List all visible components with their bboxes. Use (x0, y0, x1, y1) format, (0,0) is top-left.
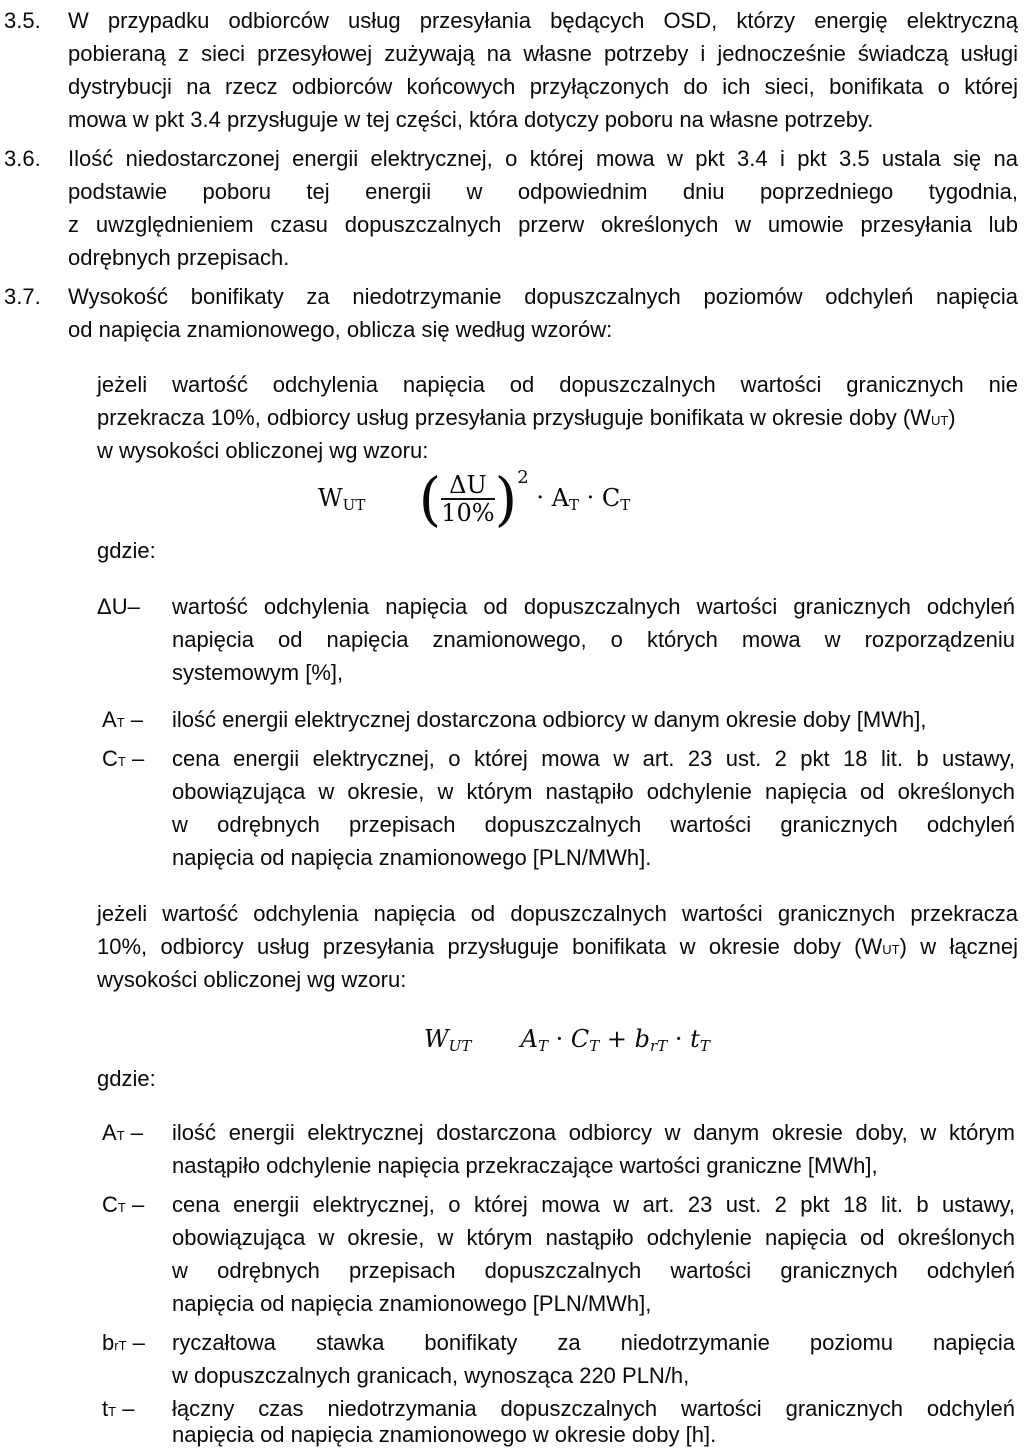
def-2-1-line-1: ilość energii elektrycznej dostarczona odbiorcy w danym okresie doby, w którym (172, 1120, 1015, 1145)
def-2-1-symbol: AT – (102, 1120, 143, 1145)
def-2-3-line-2: w dopuszczalnych granicach, wynosząca 220 PLN/h, (172, 1363, 690, 1388)
def-2-2-line-2: obowiązująca w okresie, w którym nastąpiło odchylenie napięcia od określonych (172, 1225, 1015, 1250)
formula-1: $W_{UT}$ ( $\frac{\Delta U}{10\%}$ )$^2 \cdot A_T \cdot C_T$ (318, 465, 631, 533)
def-1-2-line-1: ilość energii elektrycznej dostarczona odbiorcy w danym okresie doby [MWh], (172, 707, 927, 732)
def-2-3-line-1: ryczałtowa stawka bonifikaty za niedotrzymanie poziomu napięcia (172, 1330, 1015, 1355)
def-1-3-line-2: obowiązująca w okresie, w którym nastąpiło odchylenie napięcia od określonych (172, 779, 1015, 804)
section-3-5-line-3: dystrybucji na rzecz odbiorców końcowych przyłączonych do ich sieci, bonifikata o której (68, 74, 1018, 99)
section-3-6-line-1: Ilość niedostarczonej energii elektrycznej, o której mowa w pkt 3.4 i pkt 3.5 ustala się na (68, 146, 1018, 171)
def-1-1-symbol: ΔU– (97, 594, 140, 619)
section-3-6-line-4: odrębnych przepisach. (68, 245, 290, 270)
section-3-5-line-4: mowa w pkt 3.4 przysługuje w tej części, która dotyczy poboru na własne potrzeby. (68, 107, 874, 132)
section-3-5-line-2: pobieraną z sieci przesyłowej zużywają na własne potrzeby i jednocześnie świadczą usługi (68, 41, 1018, 66)
section-3-7-line-2: od napięcia znamionowego, oblicza się według wzorów: (68, 317, 613, 342)
case-1-line-3: w wysokości obliczonej wg wzoru: (97, 438, 429, 463)
def-2-3-symbol: brT – (102, 1330, 145, 1355)
case-1-gdzie-label: gdzie: (97, 538, 156, 563)
def-1-1-line-2: napięcia od napięcia znamionowego, o których mowa w rozporządzeniu (172, 627, 1015, 652)
def-2-4-line-2: napięcia od napięcia znamionowego w okresie doby [h]. (172, 1422, 717, 1447)
def-1-2-symbol: AT – (102, 707, 143, 732)
def-2-2-line-4: napięcia od napięcia znamionowego [PLN/MWh], (172, 1291, 652, 1316)
case-1-line-1: jeżeli wartość odchylenia napięcia od dopuszczalnych wartości granicznych nie (97, 372, 1018, 397)
def-1-3-line-1: cena energii elektrycznej, o której mowa w art. 23 ust. 2 pkt 18 lit. b ustawy, (172, 746, 1015, 771)
section-3-5-line-1: W przypadku odbiorców usług przesyłania będących OSD, którzy energię elektryczną (68, 8, 1018, 33)
section-number-3-5: 3.5. (4, 8, 41, 33)
def-1-3-line-4: napięcia od napięcia znamionowego [PLN/MWh]. (172, 845, 652, 870)
def-2-4-symbol: tT – (102, 1396, 135, 1421)
def-2-1-line-2: nastąpiło odchylenie napięcia przekraczające wartości graniczne [MWh], (172, 1153, 878, 1178)
case-2-line-2: 10%, odbiorcy usług przesyłania przysługuje bonifikata w okresie doby (WUT) w łącznej (97, 934, 1018, 959)
def-2-2-line-1: cena energii elektrycznej, o której mowa w art. 23 ust. 2 pkt 18 lit. b ustawy, (172, 1192, 1015, 1217)
formula-1-fraction: $\frac{\Delta U}{10\%}$ (441, 471, 495, 527)
case-1-line-2: przekracza 10%, odbiorcy usług przesyłania przysługuje bonifikata w okresie doby (WUT) (97, 405, 956, 430)
def-1-1-line-3: systemowym [%], (172, 660, 344, 685)
section-3-6-line-3: z uwzględnieniem czasu dopuszczalnych przerw określonych w umowie przesyłania lub (68, 212, 1018, 237)
def-2-2-symbol: CT – (102, 1192, 145, 1217)
case-2-line-3: wysokości obliczonej wg wzoru: (97, 967, 407, 992)
section-3-6-line-2: podstawie poboru tej energii w odpowiednim dniu poprzedniego tygodnia, (68, 179, 1018, 204)
formula-2: $W_{UT}$ $A_T \cdot C_T + b_{rT} \cdot t_T$ (424, 1025, 710, 1055)
def-1-3-symbol: CT – (102, 746, 145, 771)
def-2-4-line-1: łączny czas niedotrzymania dopuszczalnych wartości granicznych odchyleń (172, 1396, 1015, 1421)
def-1-1-line-1: wartość odchylenia napięcia od dopuszczalnych wartości granicznych odchyleń (172, 594, 1015, 619)
case-2-gdzie-label: gdzie: (97, 1066, 156, 1091)
section-number-3-7: 3.7. (4, 284, 41, 309)
formula-1-close-paren: ) (494, 465, 518, 533)
def-2-2-line-3: w odrębnych przepisach dopuszczalnych wartości granicznych odchyleń (172, 1258, 1015, 1283)
section-number-3-6: 3.6. (4, 146, 41, 171)
section-3-7-line-1: Wysokość bonifikaty za niedotrzymanie dopuszczalnych poziomów odchyleń napięcia (68, 284, 1018, 309)
def-1-3-line-3: w odrębnych przepisach dopuszczalnych wartości granicznych odchyleń (172, 812, 1015, 837)
case-2-line-1: jeżeli wartość odchylenia napięcia od dopuszczalnych wartości granicznych przekracza (97, 901, 1018, 926)
formula-1-lhs: $W_{UT}$ (318, 483, 366, 514)
formula-1-open-paren: ( (418, 465, 442, 533)
